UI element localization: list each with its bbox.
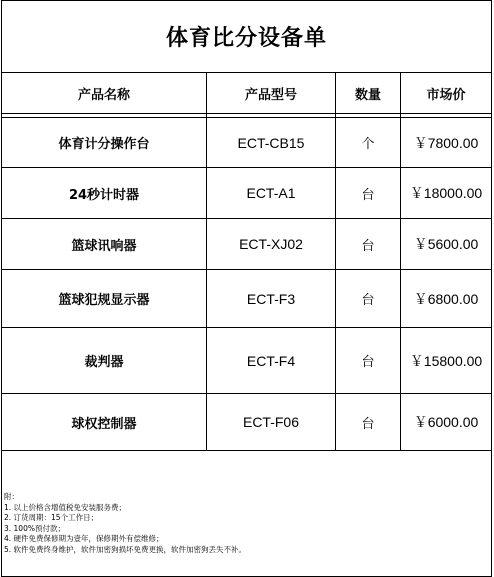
product-price: ￥6800.00: [401, 270, 492, 328]
note-item: 3. 100%预付款；: [4, 523, 65, 533]
product-quantity-unit: 台: [336, 219, 401, 270]
note-item: 1. 以上价格含增值税免安装服务费；: [4, 502, 127, 512]
product-model: ECT-XJ02: [207, 219, 336, 270]
product-price: ￥18000.00: [401, 168, 492, 219]
product-price: ￥6000.00: [401, 394, 492, 451]
notes-list: [4, 492, 489, 555]
header-product-name: 产品名称: [2, 73, 207, 114]
note-item: 2. 订货周期：15个工作日；: [4, 513, 99, 522]
product-model: ECT-F06: [207, 394, 336, 451]
notes-heading: 附：: [4, 492, 19, 501]
product-name: 篮球讯响器: [2, 219, 207, 270]
product-name: 体育计分操作台: [2, 118, 207, 168]
table-row: [2, 219, 492, 270]
header-product-model: 产品型号: [207, 73, 336, 114]
product-model: ECT-CB15: [207, 118, 336, 168]
product-quantity-unit: 台: [336, 394, 401, 451]
table-row: [2, 270, 492, 328]
table-row: [2, 328, 492, 394]
product-price: ￥5600.00: [401, 219, 492, 270]
notes-section: [2, 451, 492, 577]
product-model: ECT-F4: [207, 328, 336, 394]
product-name: 裁判器: [2, 328, 207, 394]
product-price: ￥7800.00: [401, 118, 492, 168]
header-quantity: 数量: [336, 73, 401, 114]
product-name: 篮球犯规显示器: [2, 270, 207, 328]
table-header-row: [2, 73, 492, 114]
product-quantity-unit: 台: [336, 270, 401, 328]
table-row: [2, 118, 492, 168]
product-name: 球权控制器: [2, 394, 207, 451]
sheet-title: 体育比分设备单: [2, 1, 492, 73]
header-market-price: 市场价: [401, 73, 492, 114]
note-item: 5. 软件免费终身维护，软件加密狗损坏免费更换，软件加密狗丢失不补。: [4, 544, 247, 554]
equipment-price-table: [1, 0, 492, 577]
product-quantity-unit: 台: [336, 168, 401, 219]
product-name: 24秒计时器: [2, 168, 207, 219]
product-quantity-unit: 台: [336, 328, 401, 394]
product-quantity-unit: 个: [336, 118, 401, 168]
product-price: ￥15800.00: [401, 328, 492, 394]
note-item: 4. 硬件免费保修期为壹年，保修期外有偿维修；: [4, 534, 164, 543]
table-row: [2, 394, 492, 451]
product-model: ECT-A1: [207, 168, 336, 219]
table-row: [2, 168, 492, 219]
product-model: ECT-F3: [207, 270, 336, 328]
